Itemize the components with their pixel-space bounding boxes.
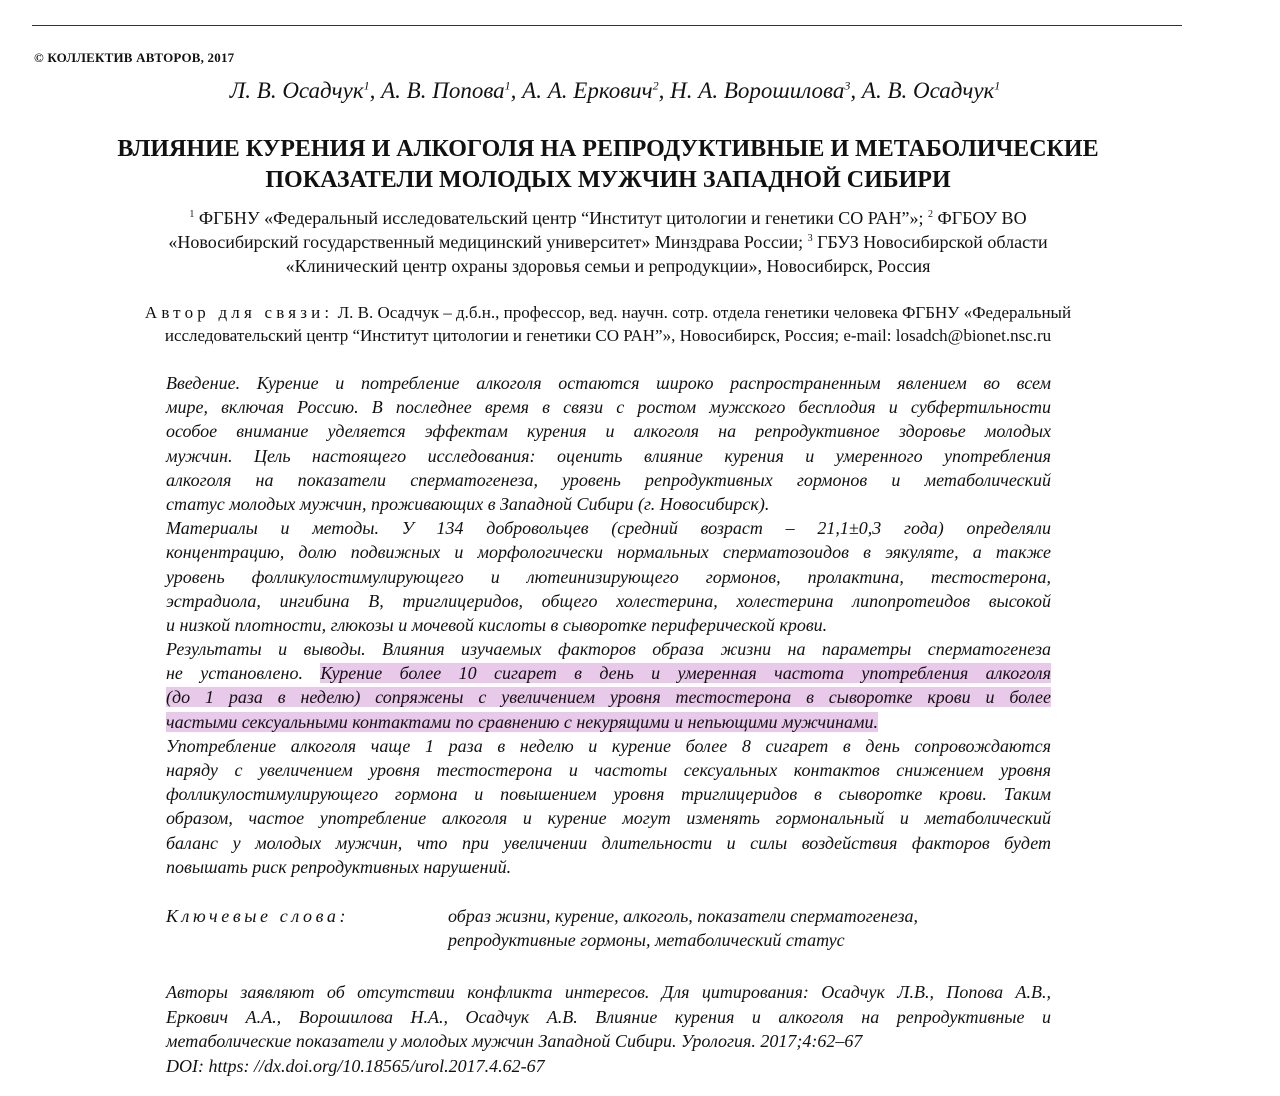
abstract-line: Материалы и методы. У 134 добровольцев (средний возраст – 21,1±0,3 года) определяли [166,518,1051,539]
doi-link[interactable]: DOI: https: //dx.doi.org/10.18565/urol.2017.4.62-67 [166,1055,545,1076]
citation-line: Авторы заявляют об отсутствии конфликта интересов. Для цитирования: Осадчук Л.В., Попова А.В., [166,982,1051,1002]
title-line: ВЛИЯНИЕ КУРЕНИЯ И АЛКОГОЛЯ НА РЕПРОДУКТИВНЫЕ И МЕТАБОЛИЧЕСКИЕ [117,136,1099,162]
top-rule [32,25,1182,26]
abstract-line: Введение. Курение и потребление алкоголя остаются широко распространенным явлением во всем [166,373,1051,393]
correspondence-line: исследовательский центр “Институт цитологии и генетики СО РАН”», Новосибирск, Россия; e-mail: losadch@bionet.nsc.ru [164,326,1052,345]
highlighted-text: (до 1 раза в неделю) сопряжены с увеличением уровня тестостерона в сыворотке крови и более [166,687,1051,708]
affiliation-mark: 3 [807,233,813,244]
abstract-line: фолликулостимулирующего гормона и повышением уровня триглицеридов в сыворотке крови. Таким [166,784,1051,805]
abstract-line: повышать риск репродуктивных нарушений. [166,856,512,877]
author-affiliation-mark: 1 [363,78,370,93]
copyright-notice: © КОЛЛЕКТИВ АВТОРОВ, 2017 [34,50,235,65]
abstract-line: статус молодых мужчин, проживающих в Западной Сибири (г. Новосибирск). [166,493,770,514]
abstract-line [166,661,1051,685]
abstract-line: баланс у молодых мужчин, что при увеличении длительности и силы воздействия факторов будет [166,832,1051,853]
affiliation-text: «Новосибирский государственный медицинский университет» Минздрава России; [168,232,804,252]
affiliation-mark: 1 [189,209,195,220]
title-line: ПОКАЗАТЕЛИ МОЛОДЫХ МУЖЧИН ЗАПАДНОЙ СИБИРИ [265,167,951,193]
abstract-line [166,710,1051,734]
keywords-line: репродуктивные гормоны, метаболический статус [448,930,845,950]
correspondence-line [0,301,1216,324]
affiliation-text: ГБУЗ Новосибирской области [817,232,1048,252]
affiliations [0,206,1216,278]
author-name: Л. В. Осадчук [229,78,364,103]
abstract-text: не установлено. [166,663,303,684]
keywords-label: Ключевые слова: [166,906,350,926]
affiliation-text: ФГБНУ «Федеральный исследовательский центр “Институт цитологии и генетики СО РАН”»; [198,208,924,228]
author-affiliation-mark: 1 [994,78,1001,93]
abstract-line: эстрадиола, ингибина В, триглицеридов, общего холестерина, холестерина липопротеидов высокой [166,590,1051,611]
abstract-line: Употребление алкоголя чаще 1 раза в неделю и курение более 8 сигарет в день сопровождаются [166,735,1051,756]
keywords-list [448,904,918,952]
abstract-line: мужчин. Цель настоящего исследования: оценить влияние курения и умеренного употребления [166,445,1051,466]
abstract-line [166,685,1051,709]
author-name: А. А. Еркович [522,78,653,103]
author-name: А. В. Осадчук [861,78,995,103]
affiliation-mark: 2 [927,209,933,220]
affiliation-text: ФГБОУ ВО [937,208,1027,228]
abstract-line: концентрацию, долю подвижных и морфологически нормальных сперматозоидов в эякуляте, а также [166,542,1051,563]
author-name: Н. А. Ворошилова [670,78,845,103]
article-title [0,134,1216,196]
affiliation-line [0,230,1216,254]
citation [166,980,1051,1078]
citation-line: метаболические показатели у молодых мужчин Западной Сибири. Урология. 2017;4:62–67 [166,1031,863,1051]
affiliation-line: «Клинический центр охраны здоровья семьи и репродукции», Новосибирск, Россия [285,256,931,276]
citation-line: Еркович А.А., Ворошилова Н.А., Осадчук А.В. Влияние курения и алкоголя на репродуктивные и [166,1006,1051,1027]
author-affiliation-mark: 1 [504,78,511,93]
author-name: А. В. Попова [381,78,505,103]
author-affiliation-mark: 2 [652,78,659,93]
author-list: Л. В. Осадчук$^1$, А. В. Попова$^1$, А. А. Еркович$^2$, Н. А. Ворошилова$^3$, А. В. Осадчук$^1$ [229,78,1001,103]
affiliation-line [0,206,1216,230]
abstract-line: алкоголя на показатели сперматогенеза, уровень репродуктивных гормонов и метаболический [166,469,1051,490]
keywords-line: образ жизни, курение, алкоголь, показатели сперматогенеза, [448,906,918,926]
abstract-line: особое внимание уделяется эффектам курения и алкоголя на репродуктивное здоровье молодых [166,421,1051,442]
abstract-line: мире, включая Россию. В последнее время в связи с ростом мужского бесплодия и субфертильности [166,397,1051,418]
abstract-line: наряду с увеличением уровня тестостерона и частоты сексуальных контактов снижением уровня [166,760,1051,780]
author-affiliation-mark: 3 [844,78,851,93]
correspondence-label: Автор для связи: [144,303,334,322]
highlighted-text: частыми сексуальными контактами по сравнению с некурящими и непьющими мужчинами. [166,711,879,732]
abstract-line: и низкой плотности, глюкозы и мочевой кислоты в сыворотке периферической крови. [166,614,828,635]
abstract-line: уровень фолликулостимулирующего и лютеинизирующего гормонов, пролактина, тестостерона, [166,566,1051,587]
abstract-line: образом, частое употребление алкоголя и курение могут изменять гормональный и метаболический [166,808,1051,829]
highlighted-text: Курение более 10 сигарет в день и умеренная частота употребления алкоголя [320,663,1052,684]
correspondence-text: Л. В. Осадчук – д.б.н., профессор, вед. научн. сотр. отдела генетики человека ФГБНУ «Федеральный [337,303,1072,322]
correspondence [0,301,1216,347]
abstract-line: Результаты и выводы. Влияния изучаемых факторов образа жизни на параметры сперматогенеза [166,639,1051,660]
abstract [166,371,1051,879]
